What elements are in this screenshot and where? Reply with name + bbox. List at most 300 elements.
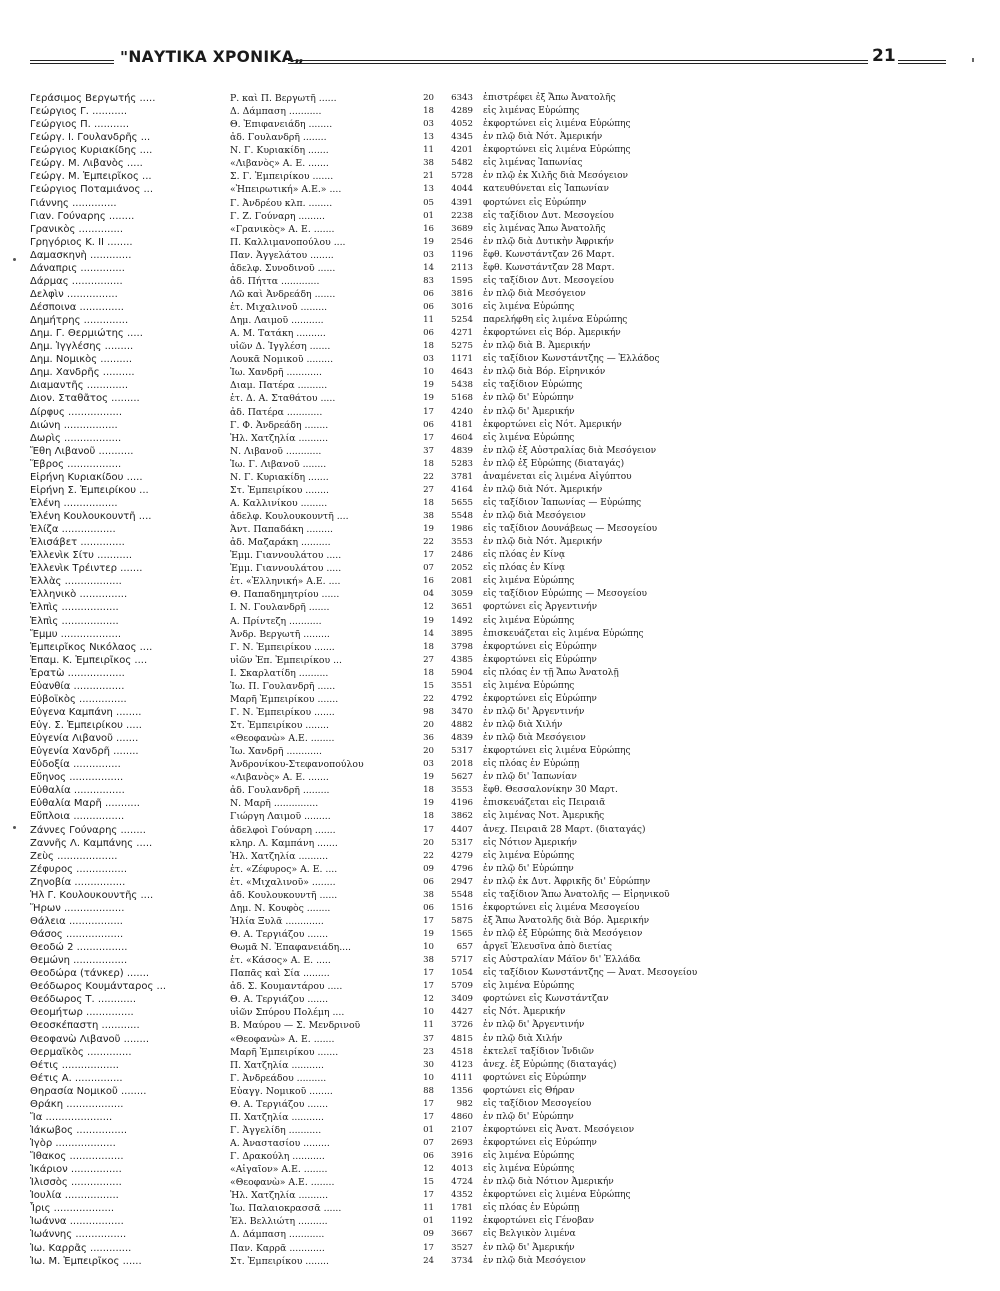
- ship-name: Γρηγόριος Κ. ΙΙ ........: [30, 236, 133, 248]
- age-value: 17: [423, 406, 434, 417]
- ship-name: Γεώργιος Π. ...........: [30, 119, 130, 131]
- owner-name: ἐτ. «Ζέφυρος» Α. Ε. ....: [230, 863, 338, 875]
- tonnage-value: 1196: [451, 249, 473, 260]
- table-row: [30, 275, 730, 288]
- owner-name: Ἀνδρονίκου-Στεφανοπούλου: [230, 759, 364, 771]
- owner-name: Ν. Γ. Κυριακίδη .......: [230, 145, 329, 157]
- owner-name: Δ. Δάμπαση ...........: [230, 106, 322, 118]
- owner-name: ἀδ. Μαζαράκη ..........: [230, 537, 331, 549]
- age-value: 01: [423, 210, 434, 221]
- ship-name: Ἐλισάβετ ..............: [30, 537, 125, 549]
- tonnage-value: 3816: [451, 288, 473, 299]
- table-row: [30, 314, 730, 327]
- status-text: φορτώνει εἰς Ἀργεντινήν: [483, 602, 598, 613]
- tonnage-value: 4407: [451, 824, 473, 835]
- ship-name: Δέσποινα ..............: [30, 302, 124, 313]
- tonnage-value: 4391: [451, 197, 473, 208]
- owner-name: Α. Πρίντεζη ...........: [230, 615, 322, 627]
- ship-name: Ζάννες Γούναρης ........: [30, 824, 146, 836]
- tonnage-value: 4123: [451, 1059, 473, 1070]
- age-value: 19: [423, 615, 434, 626]
- owner-name: ἀδ. Πατέρα ............: [230, 406, 323, 418]
- age-value: 16: [423, 576, 434, 587]
- age-value: 38: [423, 889, 434, 900]
- tonnage-value: 5627: [451, 772, 473, 783]
- ship-name: Δάναπρις ..............: [30, 262, 125, 274]
- table-row: [30, 1072, 730, 1085]
- status-text: ἐκφορτώνει εἰς Νότ. Ἀμερικήν: [483, 419, 622, 430]
- owner-name: «Λιβανὸς» Α. Ε. .......: [230, 158, 329, 170]
- ship-name: Ζεὺς ...................: [30, 850, 118, 862]
- owner-name: Δ. Δάμπαση ............: [230, 1229, 325, 1241]
- age-value: 15: [423, 1177, 434, 1188]
- table-row: [30, 784, 730, 797]
- status-text: ἐκφορτώνει εἰς λιμένα Εὐρώπης: [483, 119, 631, 130]
- tonnage-value: 3734: [451, 1255, 473, 1266]
- age-value: 12: [423, 1164, 434, 1175]
- status-text: ἐν πλῷ δι' Ἀμερικήν: [483, 1242, 575, 1253]
- tonnage-value: 2018: [451, 759, 473, 770]
- tonnage-value: 982: [456, 1098, 473, 1109]
- status-text: ἐν πλῷ διὰ Μεσόγειον: [483, 1255, 586, 1266]
- owner-name: Π. Καλλιμανοπούλου ....: [230, 236, 346, 248]
- tonnage-value: 3059: [451, 589, 473, 600]
- ship-name: Θηρασία Νομικοῦ ........: [30, 1085, 147, 1097]
- tonnage-value: 4289: [451, 106, 473, 117]
- tonnage-value: 4518: [451, 1046, 473, 1057]
- table-row: [30, 432, 730, 445]
- table-row: [30, 1176, 730, 1189]
- owner-name: Α. Μ. Τατάκη ..........: [230, 328, 326, 340]
- age-value: 36: [423, 733, 434, 744]
- status-text: φορτώνει εἰς Εὐρώπην: [483, 197, 587, 208]
- table-row: [30, 379, 730, 392]
- table-row: [30, 170, 730, 183]
- table-row: [30, 876, 730, 889]
- ship-name: Γεώργ. Μ. Ἐμπειρῖκος ...: [30, 171, 152, 183]
- tonnage-value: 3470: [451, 706, 473, 717]
- status-text: εἰς λιμένα Εὐρώπης: [483, 615, 575, 626]
- ship-name: Θεοσκέπαστη ............: [30, 1020, 140, 1032]
- owner-name: Διαμ. Πατέρα ..........: [230, 380, 328, 392]
- tonnage-value: 2081: [451, 576, 473, 587]
- owner-name: Γ. Ἀγγελίδη ...........: [230, 1124, 322, 1136]
- status-text: ἐν πλῷ ἐξ Εὐρώπης διὰ Μεσόγειον: [483, 929, 643, 939]
- table-row: [30, 131, 730, 144]
- tonnage-value: 6343: [451, 93, 473, 103]
- table-row: [30, 1124, 730, 1137]
- ship-name: Γεράσιμος Βεργωτής .....: [30, 93, 156, 104]
- status-text: εἰς λιμένας Νοτ. Ἀμερικῆς: [483, 811, 605, 822]
- ship-name: Ἐμπειρῖκος Νικόλαος ....: [30, 641, 153, 653]
- age-value: 18: [423, 458, 434, 469]
- ship-name: Ζέφυρος ................: [30, 863, 128, 875]
- tonnage-value: 3551: [451, 680, 473, 691]
- header-rule-middle: [288, 60, 868, 64]
- owner-name: Παπᾶς καὶ Σία .........: [230, 968, 330, 980]
- age-value: 83: [423, 275, 434, 286]
- status-text: ἐν πλῷ δι' Ἰαπωνίαν: [483, 772, 577, 783]
- table-row: [30, 758, 730, 771]
- age-value: 11: [423, 1020, 434, 1031]
- age-value: 19: [423, 524, 434, 535]
- ship-name: Ἰγὸρ ...................: [30, 1138, 116, 1149]
- ship-name: Ἕβρος .................: [30, 458, 122, 470]
- age-value: 07: [423, 563, 434, 574]
- ship-name: Ἔθη Λιβανοῦ ...........: [30, 445, 134, 457]
- age-value: 27: [423, 654, 434, 665]
- status-text: εἰς ταξίδιον Ἄπω Ἀνατολῆς — Εἰρηνικοῦ: [483, 889, 670, 900]
- page-number: 21: [872, 46, 896, 66]
- ship-name: Ἰάκωβος ................: [30, 1124, 128, 1136]
- table-row: [30, 588, 730, 601]
- table-row: [30, 340, 730, 353]
- status-text: εἰς λιμένας Εὐρώπης: [483, 106, 580, 117]
- ship-name: Διώνη .................: [30, 419, 118, 431]
- tonnage-value: 3409: [451, 994, 473, 1005]
- status-text: ἐν πλῷ δι' Εὐρώπην: [483, 393, 574, 404]
- owner-name: Δημ. Λαιμοῦ ...........: [230, 315, 324, 327]
- status-text: ἐν πλῷ διὰ Μεσόγειον: [483, 288, 586, 299]
- age-value: 17: [423, 915, 434, 926]
- ship-name: Γεώργ. Ι. Γουλανδρῆς ...: [30, 132, 151, 144]
- status-text: ἐκφορτώνει εἰς Ἀνατ. Μεσόγειον: [483, 1124, 635, 1135]
- age-value: 06: [423, 328, 434, 339]
- ship-name: Εὐθαλία ................: [30, 785, 125, 797]
- owner-name: Ἀνδρ. Βεργωτῆ .........: [230, 628, 330, 640]
- table-row: [30, 1098, 730, 1111]
- table-row: [30, 1006, 730, 1019]
- tonnage-value: 5317: [451, 746, 473, 757]
- table-row: [30, 693, 730, 706]
- table-row: [30, 419, 730, 432]
- ship-list-table: [30, 92, 730, 1268]
- owner-name: υἱῶν Ἐπ. Ἐμπειρίκου ...: [230, 654, 342, 666]
- ship-name: Ἐλλενὶκ Σίτυ ...........: [30, 550, 133, 562]
- status-text: ἀργεῖ Ἐλευσῖνα ἀπὸ διετίας: [483, 942, 612, 953]
- tonnage-value: 4724: [451, 1177, 473, 1188]
- age-value: 04: [423, 589, 434, 600]
- tonnage-value: 3667: [451, 1229, 473, 1240]
- tonnage-value: 4604: [451, 432, 473, 443]
- owner-name: ἀδ. Κουλουκουντῆ ......: [230, 889, 338, 901]
- tonnage-value: 4271: [451, 328, 473, 339]
- owner-name: Μαρῆ Ἐμπειρίκου .......: [230, 693, 339, 705]
- status-text: εἰς λιμένα Εὐρώπης: [483, 981, 575, 992]
- owner-name: Εὐαγγ. Νομικοῦ ........: [230, 1085, 333, 1097]
- status-text: φορτώνει εἰς Κωνστάντζαν: [483, 994, 609, 1005]
- ship-name: Δελφὶν ................: [30, 288, 118, 300]
- status-text: εἰς λιμένας Ἄπω Ἀνατολῆς: [483, 223, 606, 234]
- status-text: ἐν πλῷ διὰ Βόρ. Εἰρηνικόν: [483, 367, 606, 378]
- owner-name: «Θεοφανὼ» Α.Ε. ........: [230, 733, 335, 745]
- age-value: 19: [423, 929, 434, 939]
- age-value: 01: [423, 1124, 434, 1135]
- table-row: [30, 1163, 730, 1176]
- table-row: [30, 680, 730, 693]
- ship-name: Θεοδώρα (τάνκερ) .......: [30, 968, 150, 980]
- status-text: ἔφθ. Κωνστάντζαν 28 Μαρτ.: [483, 262, 615, 273]
- tonnage-value: 3916: [451, 1151, 473, 1162]
- status-text: ἐν πλῷ διὰ Β. Ἀμερικήν: [483, 341, 591, 352]
- tonnage-value: 4196: [451, 798, 473, 809]
- tonnage-value: 3781: [451, 471, 473, 482]
- status-text: εἰς ταξίδιον Κωνστάντζης — Ἀνατ. Μεσογείου: [483, 968, 698, 979]
- owner-name: ἐτ. Μιχαλινοῦ .........: [230, 302, 328, 313]
- ship-name: Ἥρων ...................: [30, 902, 125, 914]
- tonnage-value: 5275: [451, 341, 473, 352]
- tonnage-value: 4839: [451, 445, 473, 456]
- age-value: 22: [423, 693, 434, 704]
- table-row: [30, 249, 730, 262]
- status-text: ἐν πλῷ διὰ Χιλήν: [483, 1033, 563, 1044]
- ship-name: Ζηνοβία ................: [30, 876, 126, 888]
- tonnage-value: 1171: [451, 354, 473, 365]
- ship-name: Θεοδώ 2 ................: [30, 942, 128, 954]
- age-value: 10: [423, 367, 434, 378]
- ship-name: Ἠλ Γ. Κουλουκουντῆς ....: [30, 889, 154, 901]
- owner-name: Ν. Μαρῆ ...............: [230, 798, 319, 810]
- status-text: εἰς πλόας ἐν Εὐρώπῃ: [483, 759, 580, 770]
- owner-name: Ἐμμ. Γιαννουλάτου .....: [230, 550, 342, 562]
- status-text: ἐν πλῷ διὰ Νότ. Ἀμερικήν: [483, 132, 603, 143]
- owner-name: Ι. Σκαρλατίδη ..........: [230, 667, 329, 679]
- owner-name: Ἰω. Γ. Λιβανοῦ ........: [230, 458, 327, 470]
- status-text: ἐκφορτώνει εἰς Εὐρώπην: [483, 1138, 597, 1148]
- tonnage-value: 3527: [451, 1242, 473, 1253]
- table-row: [30, 915, 730, 928]
- owner-name: Παν. Ἀγγελάτου ........: [230, 249, 334, 261]
- owner-name: Θ. Α. Τεργιάζου .......: [230, 1098, 329, 1110]
- age-value: 22: [423, 537, 434, 548]
- age-value: 18: [423, 785, 434, 796]
- owner-name: Β. Μαύρου — Σ. Μενδρινοῦ: [230, 1020, 361, 1032]
- status-text: ἐν πλῷ διὰ Νότ. Ἀμερικήν: [483, 537, 603, 548]
- header-rule-left: [30, 60, 114, 64]
- owner-name: υἱῶν Σπύρου Πολέμη ....: [230, 1007, 345, 1019]
- tonnage-value: 1516: [451, 902, 473, 913]
- status-text: ἀνεχ. Πειραιᾶ 28 Μαρτ. (διαταγάς): [483, 824, 646, 835]
- ship-name: Ἴα .....................: [30, 1111, 113, 1123]
- table-row: [30, 654, 730, 667]
- age-value: 06: [423, 419, 434, 430]
- ship-name: Θεόδωρος Τ. ............: [30, 994, 137, 1006]
- status-text: κατευθύνεται εἰς Ἰαπωνίαν: [483, 184, 609, 195]
- table-row: [30, 1202, 730, 1215]
- owner-name: ἐτ. «Κάσος» Α. Ε. .....: [230, 955, 331, 967]
- owner-name: Γ. Ν. Ἐμπειρίκου .......: [230, 641, 335, 653]
- tonnage-value: 4279: [451, 850, 473, 861]
- tonnage-value: 4427: [451, 1007, 473, 1018]
- ship-name: Ἑλένη .................: [30, 497, 118, 509]
- status-text: εἰς ταξίδιον Κωνστάντζης — Ἑλλάδος: [483, 354, 660, 365]
- status-text: ἔφθ. Κωνστάντζαν 26 Μαρτ.: [483, 249, 615, 260]
- ship-name: Ἐλπὶς ..................: [30, 602, 119, 614]
- table-row: [30, 1189, 730, 1202]
- owner-name: ἐτ. «Μιχαλινοῦ» ........: [230, 876, 336, 888]
- tonnage-value: 5482: [451, 158, 473, 169]
- owner-name: Ἐμμ. Γιαννουλάτου .....: [230, 563, 342, 575]
- tonnage-value: 5438: [451, 380, 473, 391]
- table-row: [30, 719, 730, 732]
- table-row: [30, 223, 730, 236]
- tonnage-value: 5875: [451, 915, 473, 926]
- ship-name: Ἑλένη Κουλουκουντῆ ....: [30, 511, 152, 522]
- ship-name: Γρανικὸς ..............: [30, 223, 124, 235]
- owner-name: ἀδ. Γουλανδρῆ .........: [230, 785, 330, 797]
- age-value: 18: [423, 811, 434, 822]
- table-row: [30, 536, 730, 549]
- ship-name: Δαμασκηνὴ .............: [30, 249, 132, 261]
- status-text: εἰς πλόας ἐν Κίνᾳ: [483, 563, 566, 574]
- status-text: ἐν πλῷ διὰ Μεσόγειον: [483, 733, 586, 744]
- status-text: ἐν πλῷ διὰ Μεσόγειον: [483, 511, 586, 521]
- table-row: [30, 954, 730, 967]
- age-value: 11: [423, 1203, 434, 1214]
- table-row: [30, 1228, 730, 1241]
- owner-name: ἀδ. Σ. Κουμαντάρου .....: [230, 981, 343, 993]
- age-value: 13: [423, 132, 434, 143]
- status-text: εἰς Αὐστραλίαν Μάϊον δι' Ἑλλάδα: [483, 955, 641, 966]
- ship-name: Δωρὶς ..................: [30, 432, 122, 444]
- margin-dot: [13, 258, 16, 261]
- tonnage-value: 4240: [451, 406, 473, 417]
- table-row: [30, 197, 730, 210]
- tonnage-value: 1986: [451, 524, 473, 535]
- owner-name: Γ. Ν. Ἐμπειρίκου .......: [230, 706, 335, 718]
- age-value: 37: [423, 1033, 434, 1044]
- tonnage-value: 5283: [451, 458, 473, 469]
- ship-name: Εὐδοξία ...............: [30, 759, 121, 771]
- table-row: [30, 392, 730, 405]
- ship-name: Ἐπαμ. Κ. Ἐμπειρῖκος ....: [30, 654, 148, 666]
- status-text: ἐν πλῷ ἐξ Αὐστραλίας διὰ Μεσόγειον: [483, 445, 657, 456]
- age-value: 06: [423, 876, 434, 887]
- owner-name: Μαρῆ Ἐμπειρίκου .......: [230, 1046, 339, 1058]
- age-value: 38: [423, 511, 434, 521]
- tonnage-value: 2947: [451, 876, 473, 887]
- tonnage-value: 5709: [451, 981, 473, 992]
- age-value: 37: [423, 445, 434, 456]
- table-row: [30, 523, 730, 536]
- tonnage-value: 1565: [451, 929, 473, 939]
- ship-name: Ἰω. Καρρᾶς .............: [30, 1242, 132, 1254]
- status-text: ἐν πλῷ δι' Ἀργεντινήν: [483, 706, 585, 717]
- owner-name: Στ. Ἐμπειρίκου ........: [230, 720, 329, 731]
- tonnage-value: 3689: [451, 223, 473, 234]
- tonnage-value: 5655: [451, 497, 473, 508]
- tonnage-value: 4052: [451, 119, 473, 130]
- age-value: 14: [423, 262, 434, 273]
- table-row: [30, 366, 730, 379]
- age-value: 12: [423, 994, 434, 1005]
- tonnage-value: 5904: [451, 667, 473, 678]
- owner-name: Δημ. Ν. Κουφὸς ........: [230, 902, 331, 914]
- ship-name: Ἐλλενὶκ Τρέιντερ .......: [30, 563, 143, 575]
- ship-name: Ζαννῆς Λ. Καμπάνης .....: [30, 837, 153, 849]
- status-text: εἰς ταξίδιον Δουνάβεως — Μεσογείου: [483, 524, 658, 535]
- tonnage-value: 4860: [451, 1111, 473, 1122]
- status-text: φορτώνει εἰς Θήραν: [483, 1085, 575, 1096]
- status-text: εἰς λιμένα Εὐρώπης: [483, 576, 575, 587]
- owner-name: Ι. Ν. Γουλανδρῆ .......: [230, 602, 330, 614]
- age-value: 19: [423, 380, 434, 391]
- tonnage-value: 2107: [451, 1124, 473, 1135]
- age-value: 17: [423, 981, 434, 992]
- age-value: 23: [423, 1046, 434, 1057]
- age-value: 21: [423, 171, 434, 182]
- status-text: εἰς ταξίδιον Εὐρώπης: [483, 380, 583, 391]
- owner-name: Α. Καλλινίκου .........: [230, 497, 328, 509]
- owner-name: «Ἠπειρωτική» Α.Ε.» ....: [230, 184, 342, 196]
- table-row: [30, 993, 730, 1006]
- table-row: [30, 745, 730, 758]
- owner-name: Γ. Δρακούλη ...........: [230, 1151, 325, 1163]
- owner-name: ἐτ. «Ἑλληνική» Α.Ε. ....: [230, 576, 341, 588]
- ship-name: Ἰκάριον ................: [30, 1164, 122, 1176]
- tonnage-value: 4839: [451, 733, 473, 744]
- table-row: [30, 301, 730, 314]
- owner-name: Στ. Ἐμπειρίκου ........: [230, 1255, 329, 1267]
- age-value: 88: [423, 1085, 434, 1096]
- status-text: ἐν πλῷ δι' Εὐρώπην: [483, 863, 574, 874]
- status-text: ἐν πλῷ διὰ Χιλήν: [483, 720, 563, 730]
- age-value: 01: [423, 1216, 434, 1227]
- status-text: ἐκφορτώνει εἰς λιμένα Εὐρώπης: [483, 746, 631, 757]
- table-row: [30, 92, 730, 105]
- age-value: 17: [423, 824, 434, 835]
- table-row: [30, 497, 730, 510]
- page-header: [30, 46, 980, 74]
- age-value: 18: [423, 497, 434, 508]
- ship-name: Εἰρήνη Σ. Ἐμπειρίκου ...: [30, 484, 149, 496]
- ship-name: Δίρφυς .................: [30, 406, 123, 418]
- owner-name: Α. Ἀναστασίου .........: [230, 1138, 330, 1149]
- table-row: [30, 183, 730, 196]
- tonnage-value: 4111: [451, 1072, 473, 1083]
- status-text: εἰς πλόας ἐν Εὐρώπῃ: [483, 1203, 580, 1214]
- table-row: [30, 641, 730, 654]
- status-text: ἐκφορτώνει εἰς Γένοβαν: [483, 1216, 594, 1227]
- table-row: [30, 458, 730, 471]
- owner-name: ἀδ. Γουλανδρῆ ........: [230, 132, 327, 144]
- age-value: 17: [423, 432, 434, 443]
- age-value: 20: [423, 720, 434, 730]
- owner-name: Γ. Ἀνδρεάδου ..........: [230, 1072, 327, 1084]
- ship-name: Γεώργιος Κυριακίδης ....: [30, 145, 153, 157]
- age-value: 19: [423, 772, 434, 783]
- tonnage-value: 4882: [451, 720, 473, 730]
- status-text: ἐκτελεῖ ταξίδιον Ἰνδιῶν: [483, 1046, 595, 1057]
- age-value: 13: [423, 184, 434, 195]
- table-row: [30, 262, 730, 275]
- ship-name: Γιαν. Γούναρης ........: [30, 210, 135, 222]
- age-value: 27: [423, 484, 434, 495]
- age-value: 06: [423, 1151, 434, 1162]
- tonnage-value: 5168: [451, 393, 473, 404]
- tonnage-value: 3798: [451, 641, 473, 652]
- age-value: 10: [423, 942, 434, 953]
- table-row: [30, 1046, 730, 1059]
- age-value: 18: [423, 106, 434, 117]
- age-value: 09: [423, 863, 434, 874]
- age-value: 03: [423, 759, 434, 770]
- print-mark: [972, 58, 974, 62]
- table-row: [30, 967, 730, 980]
- tonnage-value: 2693: [451, 1138, 473, 1148]
- age-value: 98: [423, 706, 434, 717]
- status-text: εἰς λιμένα Εὐρώπης: [483, 432, 575, 443]
